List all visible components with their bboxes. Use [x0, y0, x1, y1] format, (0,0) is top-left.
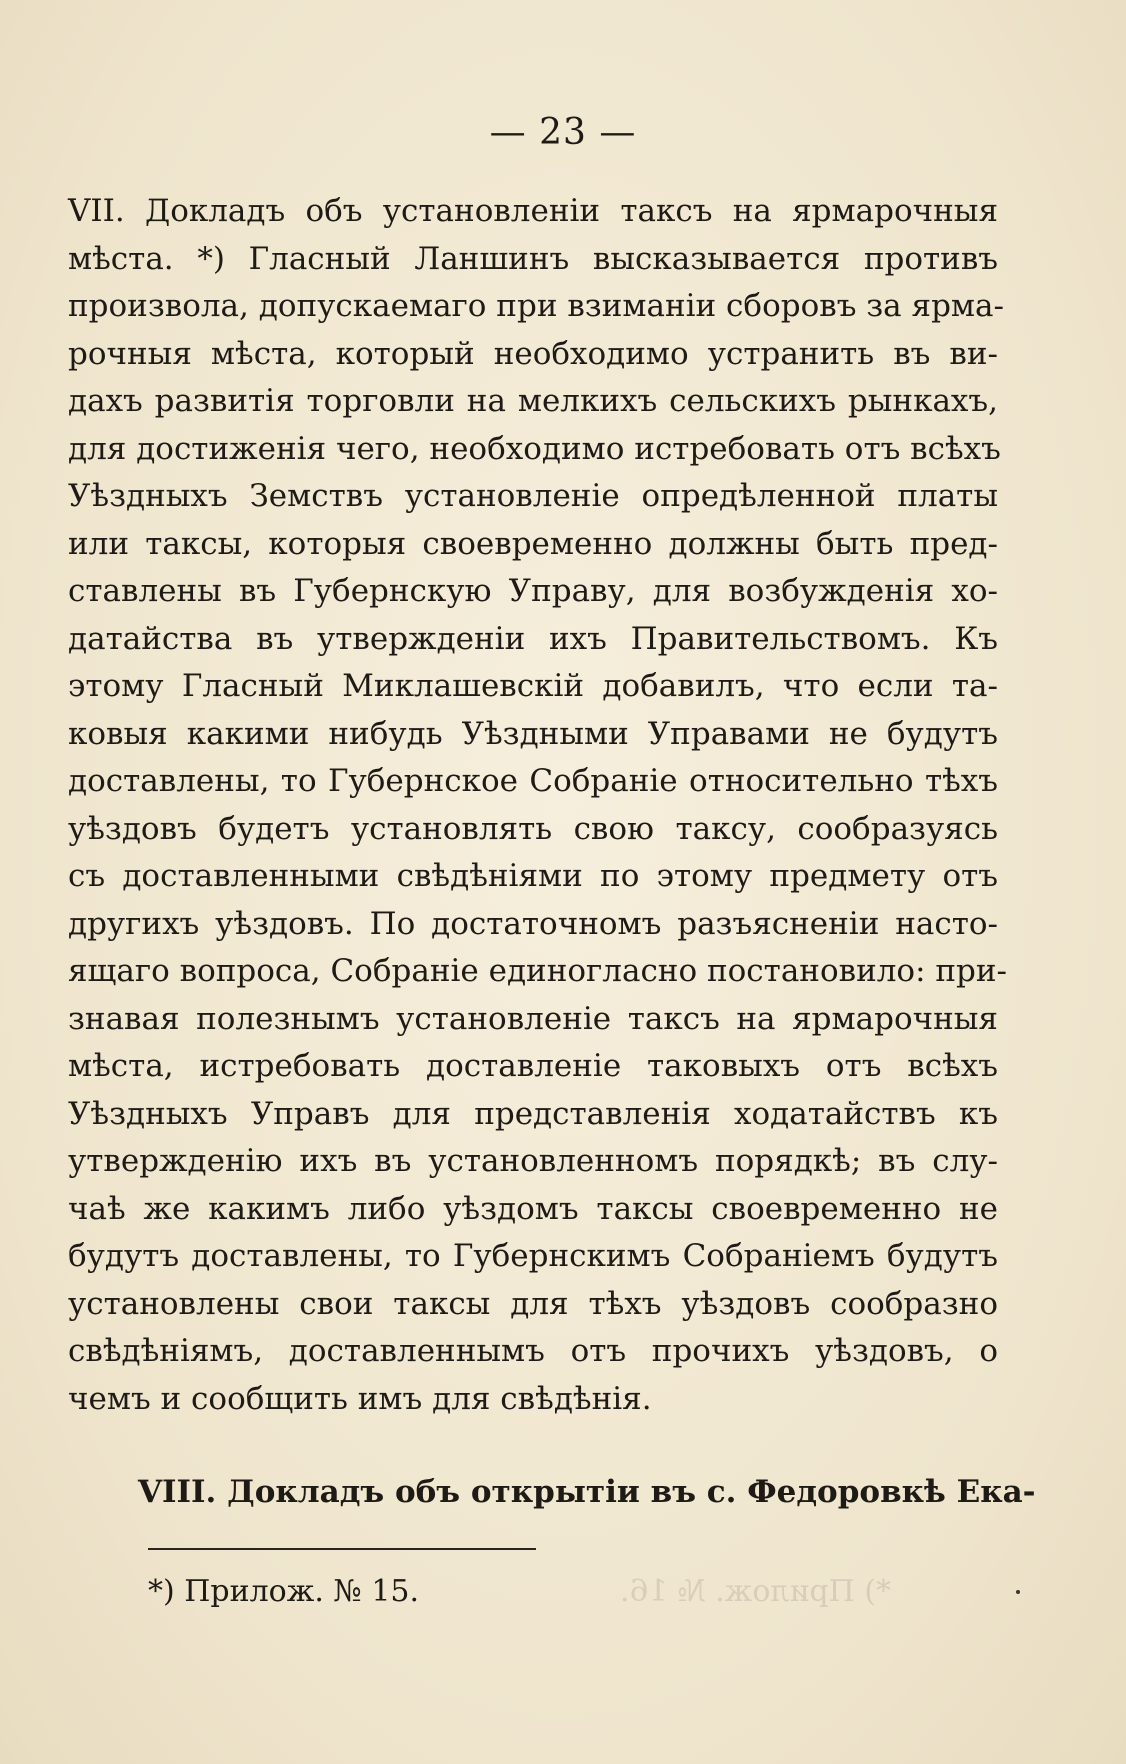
page-number: — 23 —: [489, 112, 637, 153]
footnote-rule: [148, 1548, 536, 1550]
body-text: [68, 188, 1008, 1423]
text-line: доставлены, то Губернское Собраніе относительно тѣхъ: [68, 763, 998, 799]
ink-speck: [1016, 1590, 1020, 1594]
text-line: для достиженія чего, необходимо истребовать отъ всѣхъ: [68, 430, 1001, 467]
section-heading: VIII. Докладъ объ открытіи въ с. Федоровкѣ Ека-: [138, 1474, 1036, 1510]
text-line: утвержденію ихъ въ установленномъ порядкѣ; въ слу-: [68, 1143, 998, 1179]
text-line: дахъ развитія торговли на мелкихъ сельскихъ рынкахъ,: [68, 383, 998, 419]
text-line: Уѣздныхъ Земствъ установленіе опредѣленной платы: [68, 478, 998, 514]
text-line: чаѣ же какимъ либо уѣздомъ таксы своевременно не: [68, 1190, 998, 1227]
text-line: знавая полезнымъ установленіе таксъ на ярмарочныя: [68, 1000, 998, 1037]
text-line: мѣста. *) Гласный Ланшинъ высказывается противъ: [68, 240, 998, 277]
text-line: будутъ доставлены, то Губернскимъ Собраніемъ будутъ: [68, 1238, 998, 1274]
text-line: Уѣздныхъ Управъ для представленія ходатайствъ къ: [68, 1095, 998, 1132]
text-line: этому Гласный Миклашевскій добавилъ, что если та-: [68, 668, 998, 704]
text-line: другихъ уѣздовъ. По достаточномъ разъясненіи насто-: [68, 905, 998, 942]
bleed-through-text: *) Прилож. № 16.: [620, 1574, 892, 1609]
text-line: произвола, допускаемаго при взиманіи сборовъ за ярма-: [68, 288, 1004, 324]
text-line: уѣздовъ будетъ установлять свою таксу, сообразуясь: [68, 810, 998, 847]
text-line: рочныя мѣста, который необходимо устранить въ ви-: [68, 335, 998, 372]
text-line: мѣста, истребовать доставленіе таковыхъ отъ всѣхъ: [68, 1048, 998, 1084]
text-line: съ доставленными свѣдѣніями по этому предмету отъ: [68, 858, 998, 894]
text-line: ковыя какими нибудь Уѣздными Управами не будутъ: [68, 715, 998, 752]
footnote: *) Прилож. № 15.: [148, 1574, 420, 1609]
text-line: ящаго вопроса, Собраніе единогласно постановило: при-: [68, 953, 1008, 989]
text-line: датайства въ утвержденіи ихъ Правительствомъ. Къ: [68, 620, 998, 657]
text-line: ставлены въ Губернскую Управу, для возбужденія хо-: [68, 573, 998, 609]
text-line: свѣдѣніямъ, доставленнымъ отъ прочихъ уѣздовъ, о: [68, 1333, 998, 1369]
text-line: установлены свои таксы для тѣхъ уѣздовъ сообразно: [68, 1285, 998, 1322]
text-line-last: чемъ и сообщить имъ для свѣдѣнія.: [68, 1380, 652, 1417]
text-line: или таксы, которыя своевременно должны быть пред-: [68, 525, 998, 562]
text-line: VII. Докладъ объ установленіи таксъ на ярмарочныя: [68, 193, 998, 229]
